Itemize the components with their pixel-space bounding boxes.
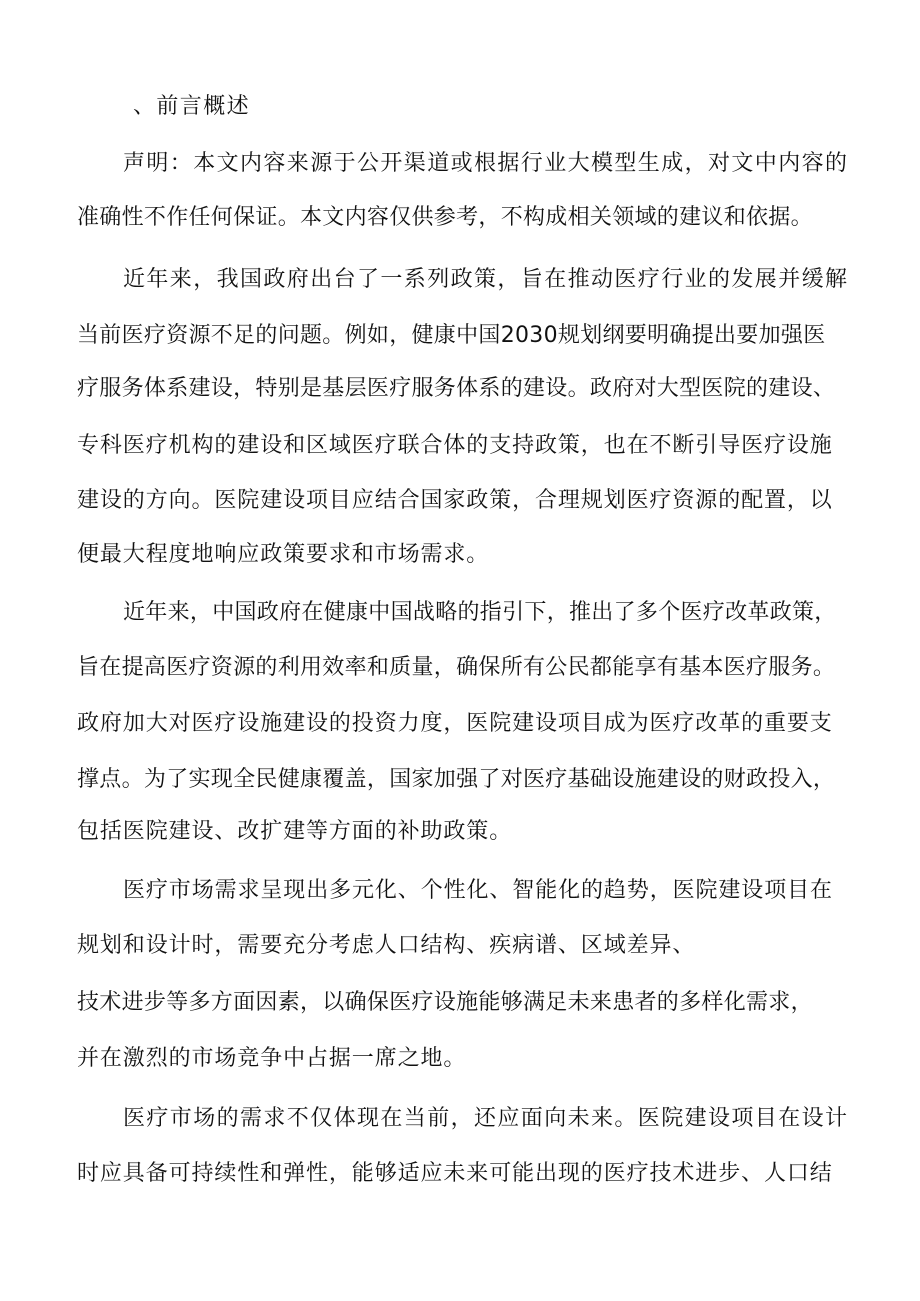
paragraph-line: 近年来，我国政府出台了一系列政策，旨在推动医疗行业的发展并缓解 [123,267,849,292]
paragraph-line: 医疗市场的需求不仅体现在当前，还应面向未来。医院建设项目在设计 [123,1106,849,1131]
paragraph-line: 医疗市场需求呈现出多元化、个性化、智能化的趋势，医院建设项目在 [123,878,833,903]
paragraph-line: 近年来，中国政府在健康中国战略的指引下，推出了多个医疗改革政策， [123,600,837,625]
disclaimer-line: 准确性不作任何保证。本文内容仅供参考，不构成相关领域的建议和依据。 [77,205,813,230]
paragraph-line: 旨在提高医疗资源的利用效率和质量，确保所有公民都能享有基本医疗服务。 [77,655,836,680]
paragraph-line: 规划和设计时，需要充分考虑人口结构、疾病谱、区域差异、 [77,933,696,958]
paragraph-line: 技术进步等多方面因素，以确保医疗设施能够满足未来患者的多样化需求， [77,990,813,1015]
paragraph-line: 包括医院建设、改扩建等方面的补助政策。 [77,819,513,844]
paragraph-line: 专科医疗机构的建设和区域医疗联合体的支持政策，也在不断引导医疗设施 [77,433,833,458]
paragraph-line: 并在激烈的市场竞争中占据一席之地。 [77,1046,467,1071]
paragraph-line: 当前医疗资源不足的问题。例如，健康中国2030规划纲要明确提出要加强医 [77,323,826,348]
paragraph-line: 撑点。为了实现全民健康覆盖，国家加强了对医疗基础设施建设的财政投入， [77,767,836,792]
paragraph-line: 政府加大对医疗设施建设的投资力度，医院建设项目成为医疗改革的重要支 [77,711,833,736]
paragraph-line: 建设的方向。医院建设项目应结合国家政策，合理规划医疗资源的配置，以 [77,488,833,513]
section-heading: 、前言概述 [133,94,251,119]
paragraph-line: 时应具备可持续性和弹性，能够适应未来可能出现的医疗技术进步、人口结 [77,1161,833,1186]
paragraph-line: 疗服务体系建设，特别是基层医疗服务体系的建设。政府对大型医院的建设、 [77,376,836,401]
disclaimer-line: 声明：本文内容来源于公开渠道或根据行业大模型生成，对文中内容的 [123,151,849,176]
paragraph-line: 便最大程度地响应政策要求和市场需求。 [77,542,490,567]
